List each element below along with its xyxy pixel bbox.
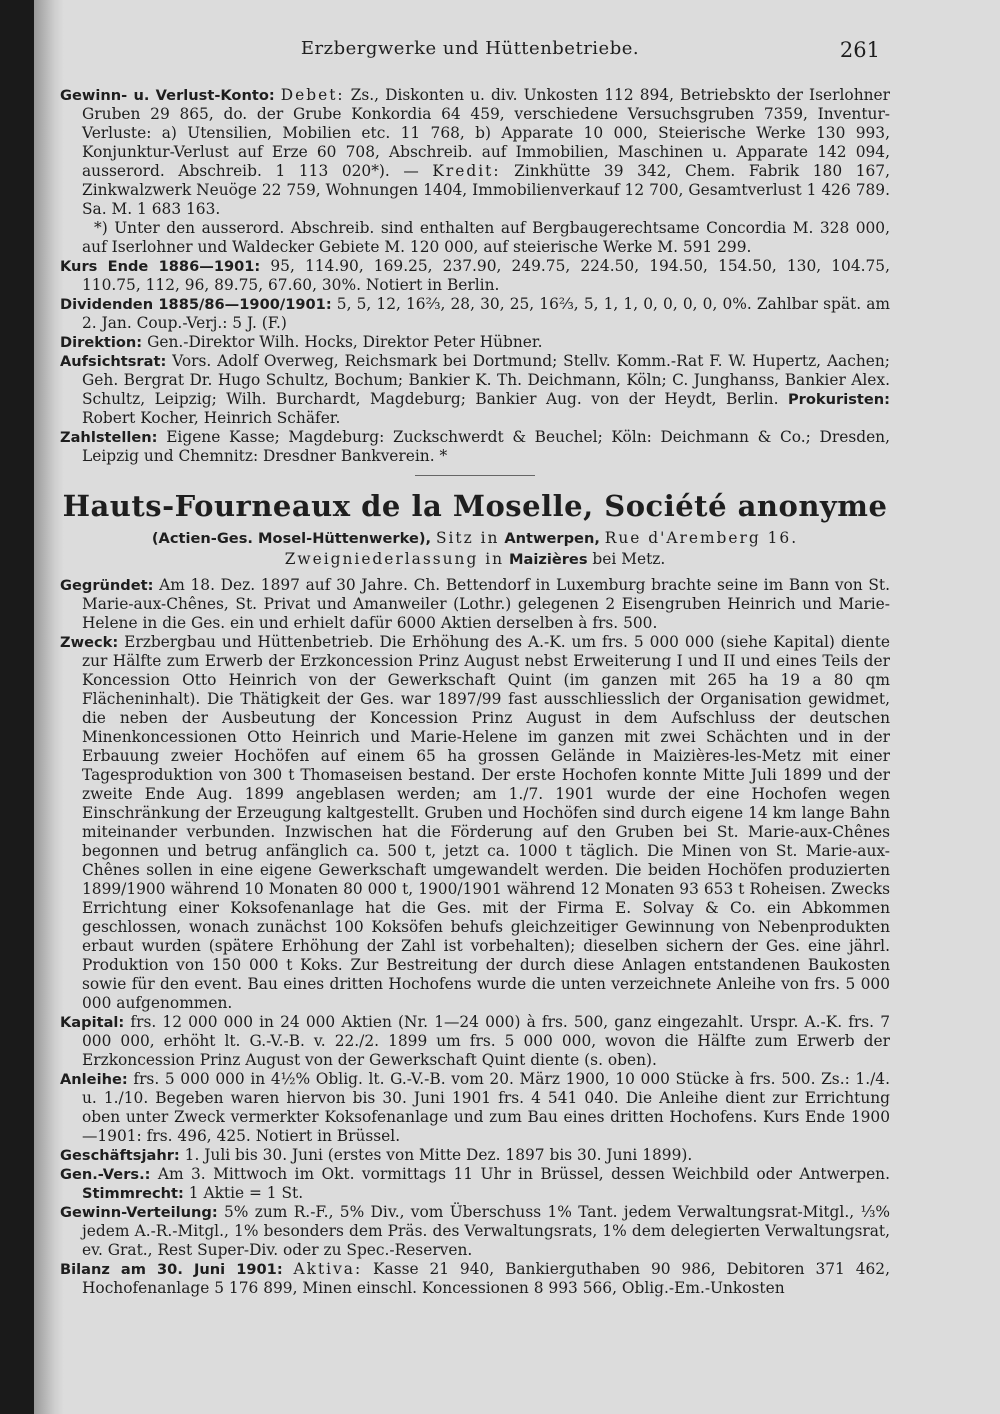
stimmrecht-text: 1 Aktie = 1 St.	[188, 1184, 304, 1202]
label-aktiva: Aktiva:	[293, 1260, 363, 1278]
entry-anleihe	[60, 1070, 890, 1146]
entry-zahlstellen	[60, 428, 890, 466]
company-city: Antwerpen,	[504, 530, 600, 547]
page-header	[60, 38, 880, 72]
label-geschaeftsjahr: Geschäftsjahr:	[60, 1147, 180, 1164]
label-gegruendet: Gegründet:	[60, 577, 154, 594]
dividenden-text: 5, 5, 12, 16⅔, 28, 30, 25, 16⅔, 5, 1, 1, 0, 0, 0, 0, 0%. Zahlbar spät. am 2. Jan. Coup.-Verj.: 5 J. (F.)	[82, 295, 890, 332]
company-german-name: (Actien-Ges. Mosel-Hüttenwerke),	[151, 530, 432, 547]
branch-city: Maizières	[508, 551, 588, 568]
entry-dividenden	[60, 295, 890, 333]
section-divider	[415, 475, 535, 476]
label-zahlstellen: Zahlstellen:	[60, 429, 158, 446]
zahlstellen-text: Eigene Kasse; Magdeburg: Zuckschwerdt & Beuchel; Köln: Deichmann & Co.; Dresden, Leipzig und Chemnitz: Dresdner Bankverein. *	[82, 428, 890, 465]
direktion-text: Gen.-Direktor Wilh. Hocks, Direktor Peter Hübner.	[147, 333, 543, 351]
zweck-text: Erzbergbau und Hüttenbetrieb. Die Erhöhung des A.-K. um frs. 5 000 000 (siehe Kapital) diente zur Hälfte zum Erwerb der Erzkoncession Prinz August nebst Erweiterung I und II und eines Teils der Koncession Otto Heinrich von der Gewerkschaft Quint (im ganzen mit 265 ha 19 a 80 qm Flächeninhalt). Die Thätigkeit der Ges. war 1897/99 fast ausschliesslich der Organisation gewidmet, die neben der Ausbeutung der Koncession Prinz August in dem Aufschluss der deutschen Minenkoncessionen Otto Heinrich und Marie-Helene im ganzen mit zwei Schächten und in der Erbauung zweier Hochöfen auf einem 65 ha grossen Gelände in Maizières-les-Metz mit einer Tagesproduktion von 300 t Thomaseisen bestand. Der erste Hochofen konnte Mitte Juli 1899 und der zweite Ende Aug. 1899 angeblasen werden; am 1./7. 1901 wurde der eine Hochofen wegen Einschränkung der Erzeugung kaltgestellt. Gruben und Hochöfen sind durch eigene 14 km lange Bahn miteinander verbunden. Inzwischen hat die Förderung auf den Gruben bei St. Marie-aux-Chênes begonnen und betrug anfänglich ca. 500 t, jetzt ca. 1000 t täglich. Die Minen von St. Marie-aux-Chênes sollen in eine eigene Gewerkschaft umgewandelt werden. Die beiden Hochöfen produzierten 1899/1900 während 10 Monaten 80 000 t, 1900/1901 während 12 Monaten 93 653 t Roheisen. Zwecks Errichtung einer Koksofenanlage hat die Ges. mit der Firma E. Solvay & Co. ein Abkommen geschlossen, wonach zunächst 100 Koksöfen behufs gleichzeitiger Gewinnung von Nebenprodukten erbaut wurden (spätere Erhöhung der Zahl ist vorbehalten); dieselben sichern der Ges. eine jährl. Produktion von 150 000 t Koks. Zur Bestreitung der durch diese Anlagen entstandenen Baukosten sowie für den event. Bau eines dritten Hochofens wurde die unten verzeichnete Anleihe von frs. 5 000 000 aufgenommen.	[82, 633, 890, 1012]
label-dividenden: Dividenden 1885/86—1900/1901:	[60, 296, 332, 313]
entry-gewinn-verlust	[60, 86, 890, 219]
label-kredit: Kredit:	[432, 162, 501, 180]
entry-direktion	[60, 333, 890, 352]
gen-vers-text: Am 3. Mittwoch im Okt. vormittags 11 Uhr in Brüssel, dessen Weichbild oder Antwerpen.	[157, 1165, 890, 1183]
label-gewinn-verteilung: Gewinn-Verteilung:	[60, 1204, 218, 1221]
entry-aufsichtsrat	[60, 352, 890, 428]
label-direktion: Direktion:	[60, 334, 143, 351]
footnote: *) Unter den ausserord. Abschreib. sind enthalten auf Bergbaugerechtsame Concordia M. 328 000, auf Iserlohner und Waldecker Gebiete M. 120 000, auf steierische Werke M. 591 299.	[82, 219, 890, 256]
kredit-text: Zinkhütte 39 342, Chem. Fabrik 180 167, Zinkwalzwerk Neuöge 22 759, Wohnungen 1404, Immobilienverkauf 12 700, Gesamtverlust 1 426 789. Sa. M. 1 683 163.	[82, 162, 890, 218]
running-title: Erzbergwerke und Hüttenbetriebe.	[300, 38, 640, 59]
entry-kurs	[60, 257, 890, 295]
company-subtitle	[60, 528, 890, 549]
entry-bilanz	[60, 1260, 890, 1298]
entry-gen-vers	[60, 1165, 890, 1203]
label-anleihe: Anleihe:	[60, 1071, 128, 1088]
debet-text: Zs., Diskonten u. div. Unkosten 112 894, Betriebskto der Iserlohner Gruben 29 865, do. der Grube Konkordia 64 459, verschiedene Versuchsgruben 7359, Inventur-Verluste: a) Utensilien, Mobilien etc. 11 768, b) Apparate 10 000, Steierische Werke 130 993, Konjunktur-Verlust auf Erze 60 708, Abschreib. auf Immobilien, Maschinen u. Apparate 142 094, ausserord. Abschreib. 1 113 020*). —	[82, 86, 890, 180]
entry-kapital	[60, 1013, 890, 1070]
aufsichtsrat-text: Vors. Adolf Overweg, Reichsmark bei Dortmund; Stellv. Komm.-Rat F. W. Hupertz, Aachen; Geh. Bergrat Dr. Hugo Schultz, Bochum; Bankier K. Th. Deichmann, Köln; C. Junghanss, Bankier Alex. Schultz, Leipzig; Wilh. Burchardt, Magdeburg; Bankier Aug. von der Heydt, Berlin.	[82, 352, 890, 408]
kurs-text: 95, 114.90, 169.25, 237.90, 249.75, 224.50, 194.50, 154.50, 130, 104.75, 110.75, 112, 96, 89.75, 67.60, 30%. Notiert in Berlin.	[82, 257, 890, 294]
label-debet: Debet:	[280, 86, 345, 104]
label-kapital: Kapital:	[60, 1014, 125, 1031]
geschaeftsjahr-text: 1. Juli bis 30. Juni (erstes von Mitte Dez. 1897 bis 30. Juni 1899).	[184, 1146, 693, 1164]
branch-suffix: bei Metz.	[592, 550, 666, 568]
kapital-text: frs. 12 000 000 in 24 000 Aktien (Nr. 1—24 000) à frs. 500, ganz eingezahlt. Urspr. A.-K. frs. 7 000 000, erhöht lt. G.-V.-B. v. 22./2. 1899 um frs. 5 000 000, wovon die Hälfte zum Erwerb der Erzkoncession Prinz August von der Gewerkschaft Quint diente (s. oben).	[82, 1013, 890, 1069]
book-binding-edge	[0, 0, 34, 1414]
company-address: Rue d'Aremberg 16.	[604, 529, 799, 547]
company-sitz: Sitz in	[435, 529, 500, 547]
bilanz-text: Kasse 21 940, Bankierguthaben 90 986, Debitoren 371 462, Hochofenanlage 5 176 899, Minen einschl. Koncessionen 8 993 566, Oblig.-Em.-Unkosten	[82, 1260, 890, 1297]
entry-gewinn-verteilung	[60, 1203, 890, 1260]
prokuristen-text: Robert Kocher, Heinrich Schäfer.	[82, 409, 341, 427]
label-kurs: Kurs Ende 1886—1901:	[60, 258, 261, 275]
label-zweck: Zweck:	[60, 634, 119, 651]
text-column	[60, 86, 890, 1298]
anleihe-text: frs. 5 000 000 in 4½% Oblig. lt. G.-V.-B. vom 20. März 1900, 10 000 Stücke à frs. 500. Zs.: 1./4. u. 1./10. Begeben waren hiervon bis 30. Juni 1901 frs. 4 541 040. Die Anleihe dient zur Errichtung oben unter Zweck vermerkter Koksofenanlage und zum Bau eines dritten Hochofens. Kurs Ende 1900—1901: frs. 496, 425. Notiert in Brüssel.	[82, 1070, 890, 1145]
label-bilanz: Bilanz am 30. Juni 1901:	[60, 1261, 283, 1278]
branch-prefix: Zweigniederlassung in	[284, 550, 505, 568]
gewinn-verteilung-text: 5% zum R.-F., 5% Div., vom Überschuss 1% Tant. jedem Verwaltungsrat-Mitgl., ⅓% jedem A.-R.-Mitgl., 1% besonders dem Präs. des Verwaltungsrats, 1% dem delegierten Verwaltungsrat, ev. Grat., Rest Super-Div. oder zu Spec.-Reserven.	[82, 1203, 890, 1259]
label-gen-vers: Gen.-Vers.:	[60, 1166, 151, 1183]
gegruendet-text: Am 18. Dez. 1897 auf 30 Jahre. Ch. Bettendorf in Luxemburg brachte seine im Bann von St. Marie-aux-Chênes, St. Privat und Amanweiler (Lothr.) gelegenen 2 Eisengruben Heinrich und Marie-Helene in die Ges. ein und erhielt dafür 6000 Aktien derselben à frs. 500.	[82, 576, 890, 632]
label-gewinn-verlust: Gewinn- u. Verlust-Konto:	[60, 87, 275, 104]
entry-geschaeftsjahr	[60, 1146, 890, 1165]
entry-zweck	[60, 633, 890, 1013]
company-title: Hauts-Fourneaux de la Moselle, Société anonyme	[62, 489, 888, 523]
label-prokuristen: Prokuristen:	[787, 391, 890, 408]
company-branch	[60, 549, 890, 570]
page-number: 261	[839, 38, 880, 62]
entry-gegruendet	[60, 576, 890, 633]
label-stimmrecht: Stimmrecht:	[82, 1185, 184, 1202]
label-aufsichtsrat: Aufsichtsrat:	[60, 353, 167, 370]
